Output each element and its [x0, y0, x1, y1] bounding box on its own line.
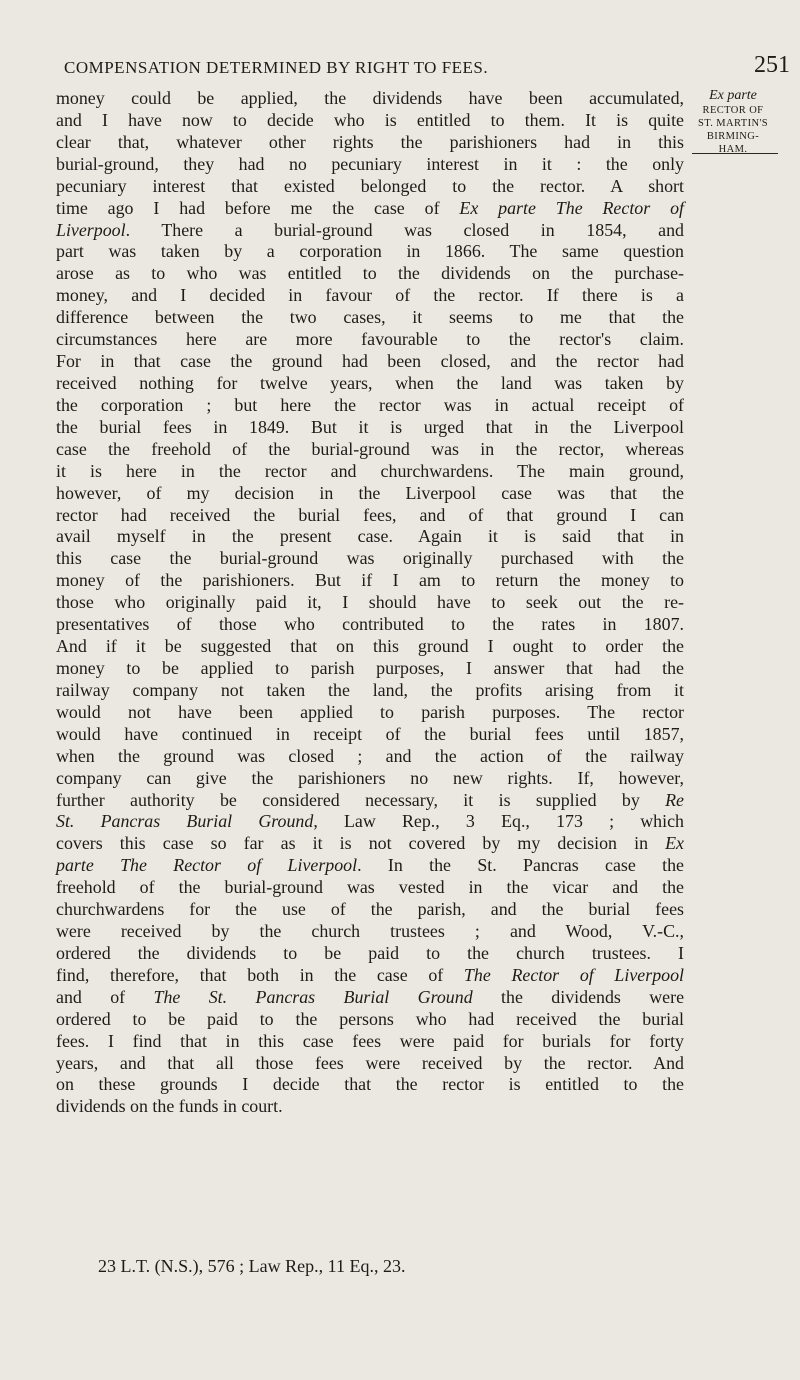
text-line: when the ground was closed ; and the action of the railway	[56, 745, 684, 766]
text-line: money could be applied, the dividends have been accumulated,	[56, 88, 684, 108]
text-line: parte The Rector of Liverpool. In the St. Pancras case the	[56, 855, 684, 876]
text-line: those who originally paid it, I should have to seek out the re-	[56, 592, 684, 613]
text-line: were received by the church trustees ; and Wood, V.-C.,	[56, 921, 684, 942]
text-line: would have continued in receipt of the burial fees until 1857,	[56, 723, 684, 744]
text-line: find, therefore, that both in the case of The Rector of Liverpool	[56, 964, 684, 985]
text-line: railway company not taken the land, the profits arising from it	[56, 679, 684, 700]
text-line: further authority be considered necessary, it is supplied by Re	[56, 789, 684, 810]
page-number: 251	[754, 52, 790, 78]
text-line: pecuniary interest that existed belonged to the rector. A short	[56, 175, 684, 196]
text-line: St. Pancras Burial Ground, Law Rep., 3 Eq., 173 ; which	[56, 811, 684, 832]
text-line: money to be applied to parish purposes, I answer that had the	[56, 657, 684, 678]
body-paragraph	[56, 88, 684, 1118]
citation: 23 L.T. (N.S.), 576 ; Law Rep., 11 Eq., 23.	[98, 1256, 406, 1276]
margin-note-line: HAM.	[718, 144, 748, 155]
case-name: Re	[665, 789, 684, 810]
text-line: circumstances here are more favourable to the rector's claim.	[56, 329, 684, 350]
text-line: money, and I decided in favour of the rector. If there is a	[56, 285, 684, 306]
text-line: and of The St. Pancras Burial Ground the dividends were	[56, 986, 685, 1007]
text-line: company can give the parishioners no new rights. If, however,	[56, 767, 684, 788]
text-line: ordered the dividends to be paid to the church trustees. I	[56, 942, 684, 963]
text-line: For in that case the ground had been closed, and the rector had	[56, 351, 684, 372]
text-line: however, of my decision in the Liverpool case was that the	[56, 482, 684, 503]
text-line: it is here in the rector and churchwardens. The main ground,	[56, 460, 684, 481]
text-line: difference between the two cases, it seems to me that the	[56, 307, 684, 328]
case-name: Liverpool	[56, 219, 126, 240]
text-line: and I have now to decide who is entitled to them. It is quite	[56, 109, 684, 130]
text-line: freehold of the burial-ground was vested in the vicar and the	[56, 877, 684, 898]
text-line: money of the parishioners. But if I am to return the money to	[56, 570, 684, 591]
text-line: would not have been applied to parish purposes. The rector	[56, 701, 684, 722]
text-line: this case the burial-ground was originally purchased with the	[56, 548, 684, 569]
case-name: parte The Rector of Liverpool	[56, 855, 358, 876]
margin-note-rule	[692, 153, 778, 154]
text-line: the burial fees in 1849. But it is urged that in the Liverpool	[56, 416, 684, 437]
text-line: dividends on the funds in court.	[56, 1096, 283, 1117]
running-head: COMPENSATION DETERMINED BY RIGHT TO FEES.	[64, 58, 489, 77]
text-line: covers this case so far as it is not covered by my decision in Ex	[56, 833, 684, 854]
text-line: ordered to be paid to the persons who had received the burial	[56, 1008, 684, 1029]
text-line: received nothing for twelve years, when the land was taken by	[56, 372, 684, 393]
text-line: part was taken by a corporation in 1866. The same question	[56, 241, 684, 262]
text-line: avail myself in the present case. Again it is said that in	[56, 526, 684, 547]
margin-note-line: BIRMING-	[706, 131, 760, 142]
case-name: Ex parte The Rector of	[459, 197, 684, 218]
margin-note-title: Ex parte	[709, 88, 757, 103]
text-line: case the freehold of the burial-ground was in the rector, whereas	[56, 438, 684, 459]
text-line: rector had received the burial fees, and of that ground I can	[56, 504, 684, 525]
text-line: arose as to who was entitled to the dividends on the purchase-	[56, 263, 684, 284]
text-line: And if it be suggested that on this ground I ought to order the	[56, 636, 684, 657]
text-line: churchwardens for the use of the parish, and the burial fees	[56, 899, 684, 920]
margin-note-line: RECTOR OF	[702, 105, 764, 116]
margin-note-line: ST. MARTIN'S	[697, 118, 769, 129]
case-name: The St. Pancras Burial Ground	[153, 986, 473, 1007]
text-line: Liverpool. There a burial-ground was closed in 1854, and	[56, 219, 684, 240]
case-name: The Rector of Liverpool	[463, 964, 684, 985]
case-name: Ex	[665, 833, 684, 854]
text-line: clear that, whatever other rights the parishioners had in this	[56, 131, 684, 152]
text-line: on these grounds I decide that the rector is entitled to the	[56, 1074, 684, 1095]
text-line: years, and that all those fees were received by the rector. And	[56, 1052, 684, 1073]
text-line: the corporation ; but here the rector was in actual receipt of	[56, 394, 684, 415]
text-line: burial-ground, they had no pecuniary interest in it : the only	[56, 153, 684, 174]
case-name: St. Pancras Burial Ground	[56, 811, 314, 832]
text-line: fees. I find that in this case fees were paid for burials for forty	[56, 1030, 684, 1051]
text-line: presentatives of those who contributed to the rates in 1807.	[56, 614, 684, 635]
margin-note	[690, 89, 776, 156]
text-line: time ago I had before me the case of Ex parte The Rector of	[56, 197, 684, 218]
